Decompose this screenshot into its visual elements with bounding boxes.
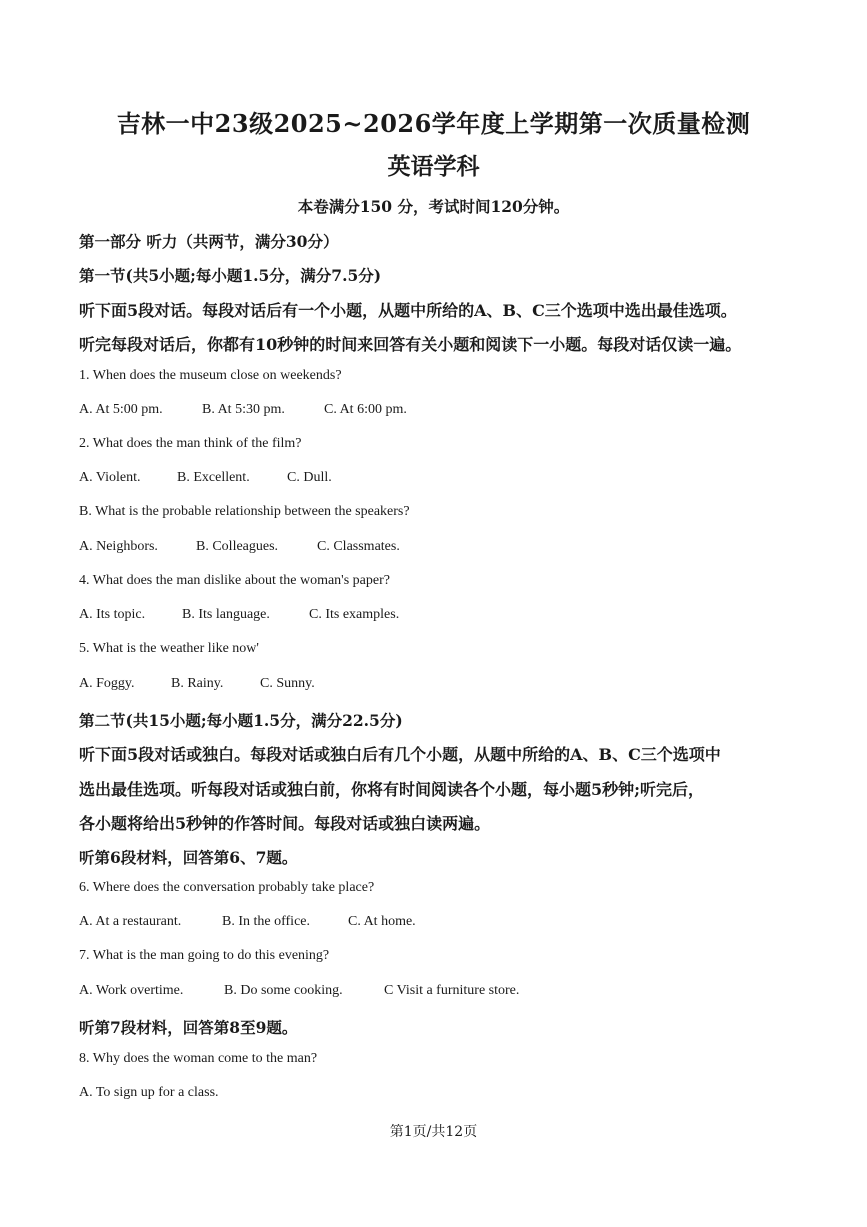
listen-material-7: 听第7段材料，回答第8至9题。	[79, 1018, 298, 1037]
question-1: 1. When does the museum close on weekends?	[79, 368, 342, 383]
question-7: 7. What is the man going to do this evening?	[79, 948, 330, 963]
question-8: 8. Why does the woman come to the man?	[79, 1051, 318, 1066]
option: A. At 5:00 pm.	[79, 402, 163, 417]
question-5: 5. What is the weather like now'	[79, 641, 259, 656]
option: B. Colleagues.	[196, 539, 279, 554]
option: A. Violent.	[79, 470, 141, 485]
option: B. Its language.	[182, 607, 270, 622]
option: A. To sign up for a class.	[79, 1085, 219, 1100]
option: C. Classmates.	[317, 539, 400, 554]
option: A. Foggy.	[79, 676, 135, 691]
question-1-options	[79, 402, 407, 418]
option: A. Its topic.	[79, 607, 146, 622]
part1-heading: 第一部分 听力（共两节，满分30分）	[79, 232, 339, 251]
option: A. Work overtime.	[79, 983, 184, 998]
question-6-options	[79, 914, 416, 930]
option: C. At 6:00 pm.	[324, 402, 407, 417]
option: C. Its examples.	[309, 607, 400, 622]
section1-instruction-1: 听下面5段对话。每段对话后有一个小题，从题中所给的A、B、C三个选项中选出最佳选项。	[79, 301, 737, 320]
option: C Visit a furniture store.	[384, 983, 520, 998]
question-4-options	[79, 607, 399, 623]
question-6: 6. Where does the conversation probably take place?	[79, 880, 375, 895]
question-8-options	[79, 1085, 219, 1101]
option: B. At 5:30 pm.	[202, 402, 285, 417]
section2-instruction-1: 听下面5段对话或独白。每段对话或独白后有几个小题，从题中所给的A、B、C三个选项中	[79, 745, 721, 764]
section2-instruction-2: 选出最佳选项。听每段对话或独白前，你将有时间阅读各个小题，每小题5秒钟;听完后，	[79, 780, 705, 799]
option: C. At home.	[348, 914, 416, 929]
page-number: 第1页/共12页	[389, 1124, 478, 1140]
question-7-options	[79, 983, 519, 999]
option: B. Do some cooking.	[224, 983, 343, 998]
exam-title: 吉林一中23级2025~2026学年度上学期第一次质量检测	[116, 109, 751, 138]
option: C. Sunny.	[260, 676, 315, 691]
option: B. Rainy.	[171, 676, 224, 691]
question-3-options	[79, 539, 400, 555]
section1-instruction-2: 听完每段对话后，你都有10秒钟的时间来回答有关小题和阅读下一小题。每段对话仅读一遍。	[79, 335, 742, 354]
question-2-options	[79, 470, 332, 486]
option: A. Neighbors.	[79, 539, 158, 554]
option: A. At a restaurant.	[79, 914, 182, 929]
question-5-options	[79, 676, 315, 692]
section2-instruction-3: 各小题将给出5秒钟的作答时间。每段对话或独白读两遍。	[79, 814, 491, 833]
question-4: 4. What does the man dislike about the woman's paper?	[79, 573, 390, 588]
option: B. In the office.	[222, 914, 310, 929]
subject-title: 英语学科	[387, 153, 480, 180]
exam-info: 本卷满分150 分，考试时间120分钟。	[297, 197, 570, 216]
question-3: B. What is the probable relationship between the speakers?	[79, 504, 410, 519]
option: C. Dull.	[287, 470, 332, 485]
listen-material-6: 听第6段材料，回答第6、7题。	[79, 848, 298, 867]
section2-heading: 第二节(共15小题;每小题1.5分，满分22.5分)	[79, 711, 403, 730]
option: B. Excellent.	[177, 470, 250, 485]
question-2: 2. What does the man think of the film?	[79, 436, 302, 451]
section1-heading: 第一节(共5小题;每小题1.5分，满分7.5分)	[79, 266, 382, 285]
